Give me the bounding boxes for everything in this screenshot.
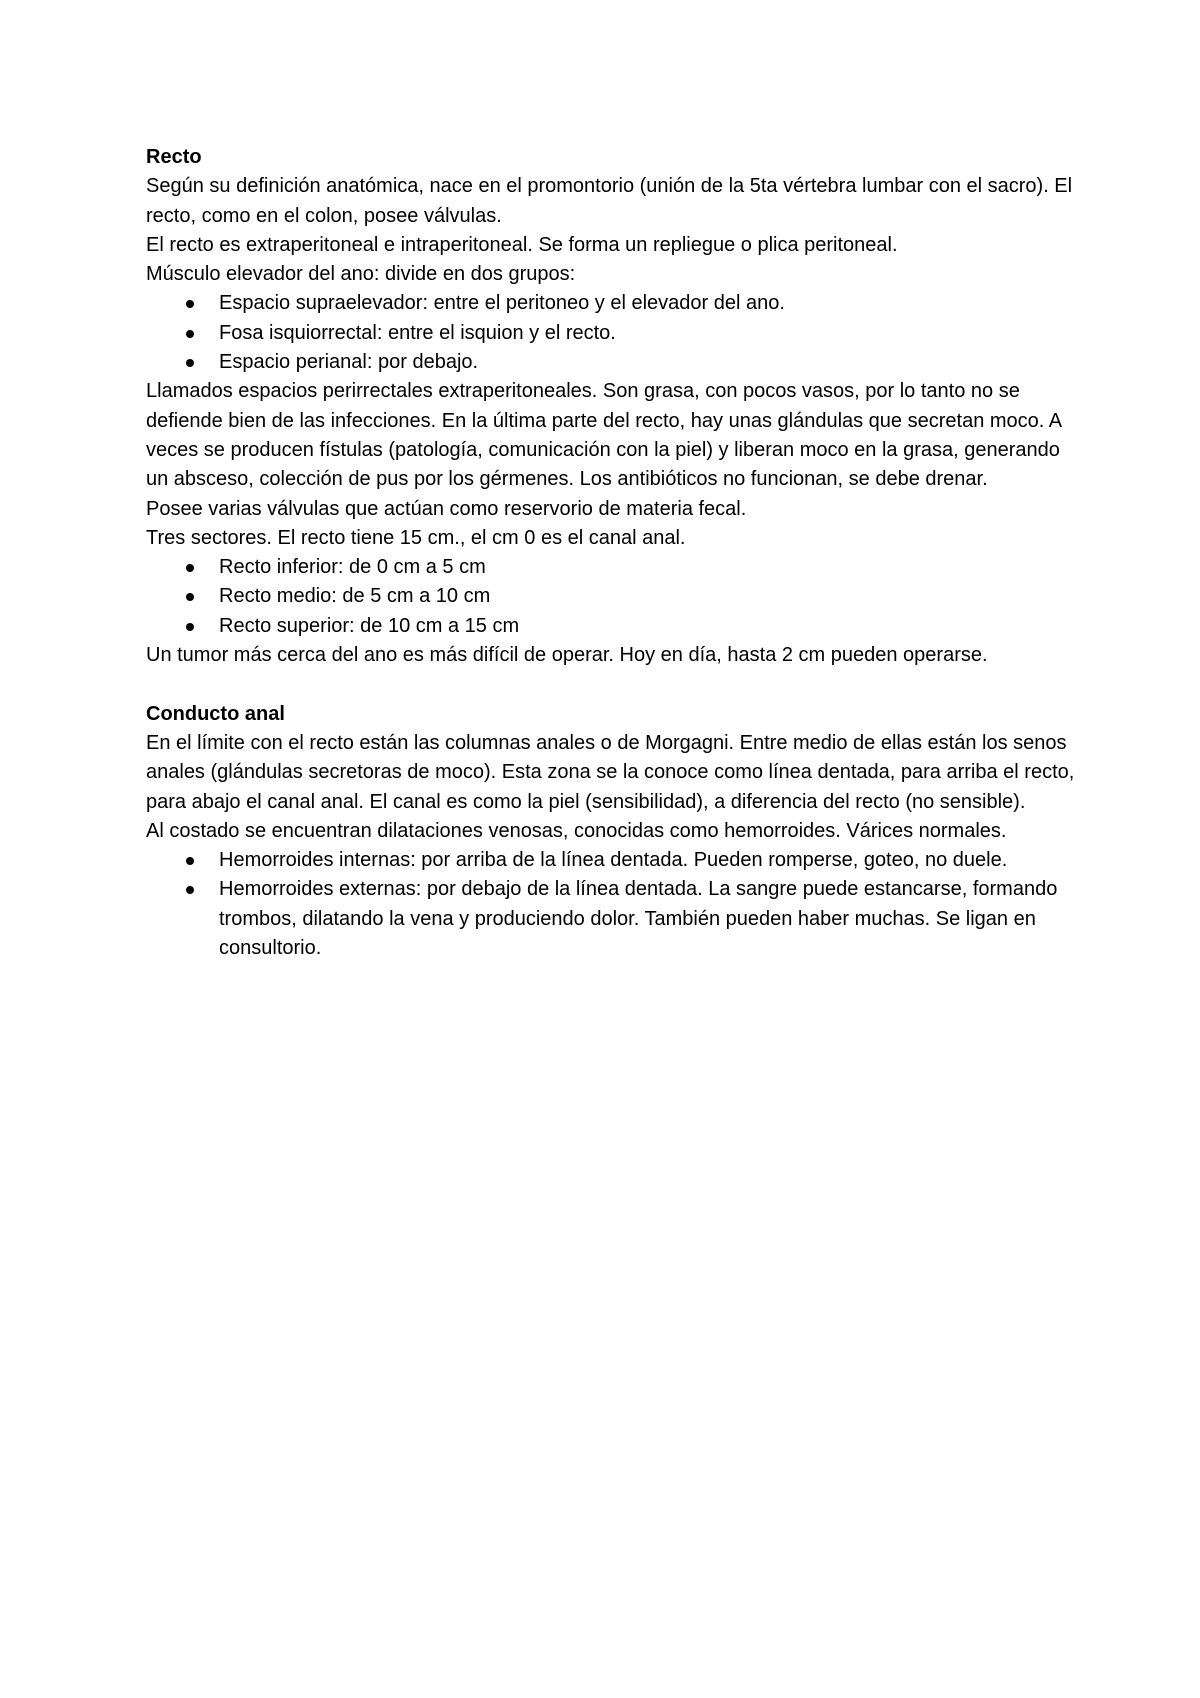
paragraph: Según su definición anatómica, nace en el promontorio (unión de la 5ta vértebra lumbar con el sacro). El recto, como en el colon, posee válvulas. xyxy=(146,175,1073,227)
section-heading: Conducto anal xyxy=(146,702,285,725)
list-item xyxy=(146,875,1076,963)
bullet-list xyxy=(146,846,1076,963)
list-item-text: Fosa isquiorrectal: entre el isquion y el recto. xyxy=(219,321,616,344)
paragraph: Llamados espacios perirrectales extraperitoneales. Son grasa, con pocos vasos, por lo tanto no se defiende bien de las infecciones. En la última parte del recto, hay unas glándulas que secretan moco. A veces se producen fístulas (patología, comunicación con la piel) y liberan moco en la grasa, generando un absceso, colección de pus por los gérmenes. Los antibióticos no funcionan, se debe drenar. xyxy=(146,380,1062,491)
bullet-icon xyxy=(186,330,194,338)
paragraph: Al costado se encuentran dilataciones venosas, conocidas como hemorroides. Várices normales. xyxy=(146,819,1007,842)
section-spacer xyxy=(146,670,1076,699)
paragraph: Un tumor más cerca del ano es más difícil de operar. Hoy en día, hasta 2 cm pueden operarse. xyxy=(146,644,988,667)
list-item xyxy=(146,319,1076,348)
list-item xyxy=(146,553,1076,582)
list-item xyxy=(146,582,1076,611)
section-heading: Recto xyxy=(146,146,202,168)
list-item xyxy=(146,612,1076,641)
bullet-icon xyxy=(186,886,194,894)
document-page xyxy=(146,143,1076,963)
list-item xyxy=(146,289,1076,318)
list-item-text: Recto inferior: de 0 cm a 5 cm xyxy=(219,556,486,579)
bullet-icon xyxy=(186,623,194,631)
bullet-icon xyxy=(186,593,194,601)
list-item-text: Hemorroides externas: por debajo de la línea dentada. La sangre puede estancarse, formando trombos, dilatando la vena y produciendo dolor. También pueden haber muchas. Se ligan en consultorio. xyxy=(219,878,1058,960)
section-conducto-anal xyxy=(146,700,1076,964)
list-item-text: Recto medio: de 5 cm a 10 cm xyxy=(219,585,491,608)
list-item xyxy=(146,348,1076,377)
bullet-icon xyxy=(186,300,194,308)
paragraph: En el límite con el recto están las columnas anales o de Morgagni. Entre medio de ellas están los senos anales (glándulas secretoras de moco). Esta zona se la conoce como línea dentada, para arriba el recto, para abajo el canal anal. El canal es como la piel (sensibilidad), a diferencia del recto (no sensible). xyxy=(146,731,1075,813)
list-item-text: Hemorroides internas: por arriba de la línea dentada. Pueden romperse, goteo, no duele. xyxy=(219,849,1008,872)
list-item-text: Espacio supraelevador: entre el peritoneo y el elevador del ano. xyxy=(219,292,785,315)
section-recto xyxy=(146,143,1076,670)
paragraph: El recto es extraperitoneal e intraperitoneal. Se forma un repliegue o plica peritoneal. xyxy=(146,233,898,256)
bullet-list xyxy=(146,289,1076,377)
list-item-text: Recto superior: de 10 cm a 15 cm xyxy=(219,614,520,637)
paragraph: Posee varias válvulas que actúan como reservorio de materia fecal. xyxy=(146,497,747,520)
bullet-list xyxy=(146,553,1076,641)
paragraph: Músculo elevador del ano: divide en dos grupos: xyxy=(146,263,576,286)
list-item-text: Espacio perianal: por debajo. xyxy=(219,351,479,374)
bullet-icon xyxy=(186,564,194,572)
bullet-icon xyxy=(186,857,194,865)
paragraph: Tres sectores. El recto tiene 15 cm., el cm 0 es el canal anal. xyxy=(146,526,686,549)
bullet-icon xyxy=(186,359,194,367)
list-item xyxy=(146,846,1076,875)
